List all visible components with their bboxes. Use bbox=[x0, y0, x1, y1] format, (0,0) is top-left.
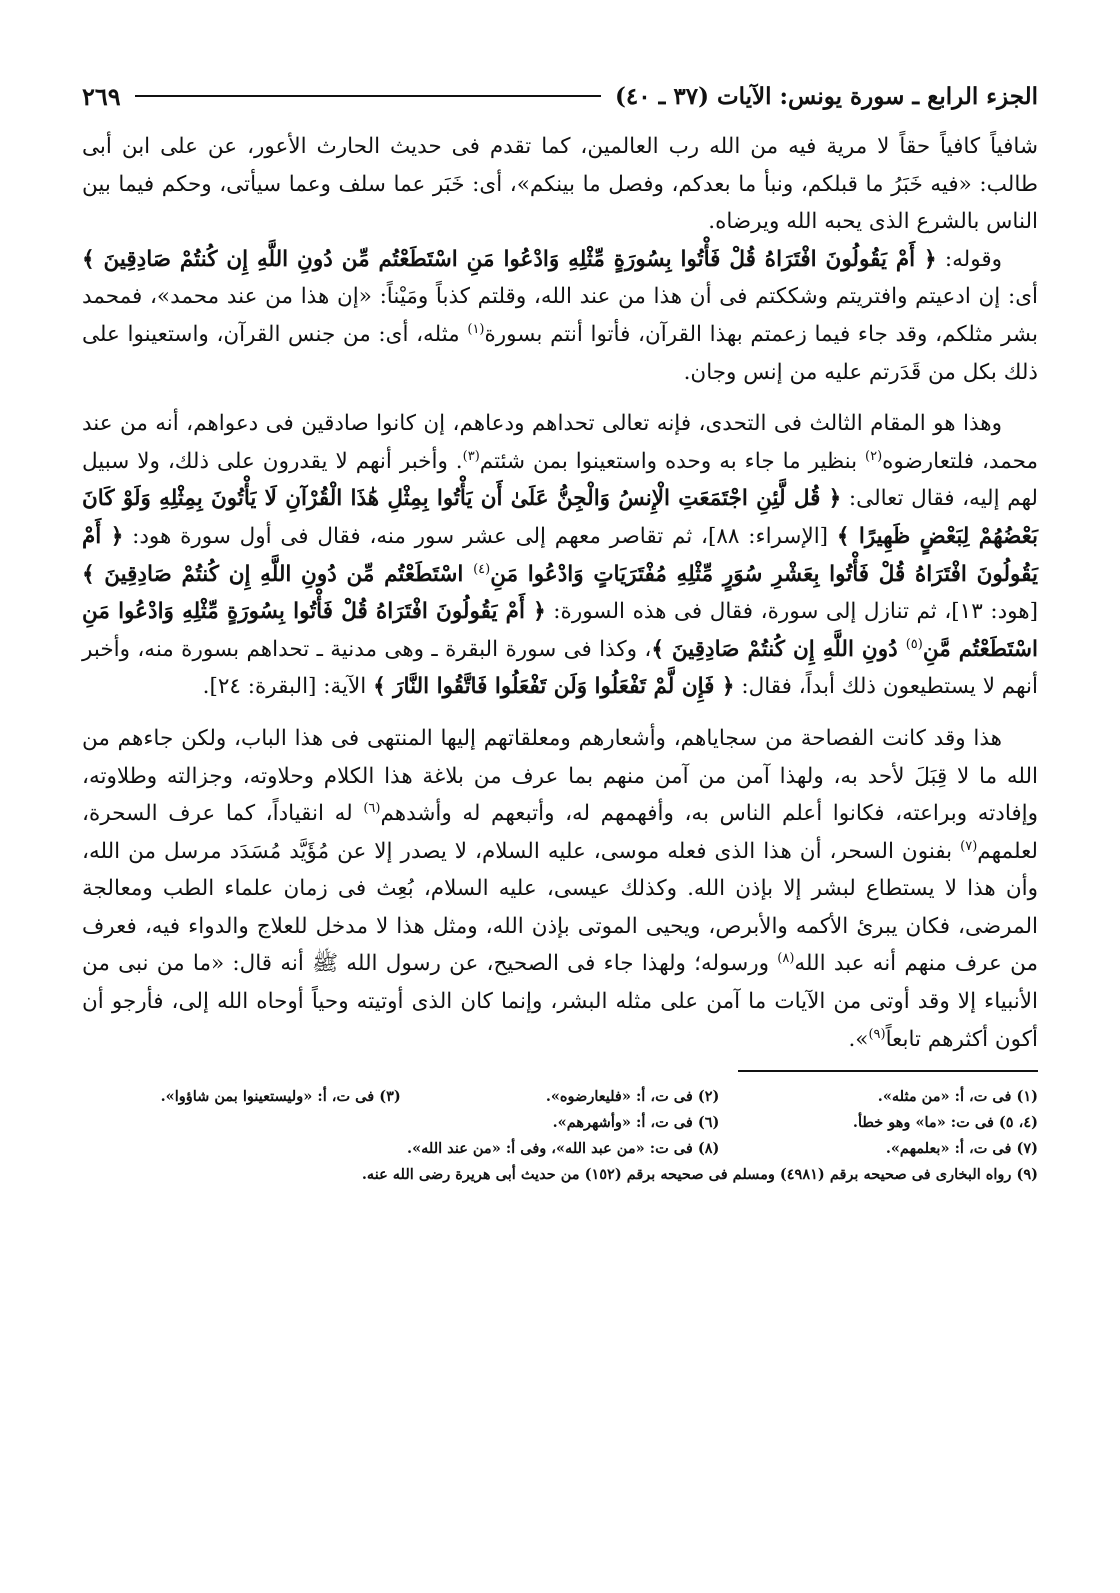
footnote-row bbox=[82, 1084, 1038, 1110]
footnote: (٤، ٥) فى ت: «ما» وهو خطأ. bbox=[852, 1114, 1038, 1132]
text-run: وقوله: bbox=[936, 246, 1002, 272]
quran-verse: ﴿ قُل لَّئِنِ اجْتَمَعَتِ الْإِنسُ وَالْجِنُّ عَلَىٰ أَن يَأْتُوا بِمِثْلِ هَٰذَا الْقُرْآنِ لَا يَأْتُونَ بِمِثْلِهِ وَلَوْ كَانَ بَعْضُهُمْ لِبَعْضٍ ظَهِيرًا ﴾ bbox=[82, 486, 1038, 549]
paragraph bbox=[82, 405, 1038, 706]
footnote-marker: (١) bbox=[467, 321, 485, 337]
footnote-marker: (٨) bbox=[777, 951, 795, 967]
footnote-row bbox=[82, 1162, 1038, 1188]
footnote: (٢) فى ت، أ: «فليعارضوه». bbox=[545, 1088, 720, 1106]
footnote-marker: (٣) bbox=[462, 448, 480, 464]
text-run: بفنون السحر، أن هذا الذى فعله موسى، عليه السلام، لا يصدر إلا عن مُؤَيَّد مُسَدَد مرسل من الله، وأن هذا لا يستطاع لبشر إلا بإذن الله. وكذلك عيسى، عليه السلام، بُعِث فى زمان علماء الطب ومعالجة المرضى، فكان يبرئ الأكمه والأبرص، ويحيى الموتى بإذن الله، ومثل هذا لا مدخل للعلاج والدواء فيه، فعرف من عرف منهم أنه عبد الله bbox=[82, 838, 1039, 977]
paragraph bbox=[82, 128, 1038, 241]
footnotes bbox=[82, 1084, 1038, 1188]
text-run: [الإسراء: ٨٨]، ثم تقاصر معهم إلى عشر سور منه، فقال فى أول سورة هود: bbox=[123, 523, 837, 549]
text-run: ورسوله؛ ولهذا جاء فى الصحيح، عن رسول الله ﷺ أنه قال: «ما من نبى من الأنبياء إلا وقد أوتى من الآيات ما آمن على مثله البشر، وإنما كان الذى أوتيته وحياً أوحاه الله إلى، فأرجو أن أكون أكثرهم تابعاً bbox=[82, 951, 1038, 1052]
footnote-marker: (٢) bbox=[865, 448, 883, 464]
text-run: ، وكذا فى سورة البقرة ـ وهى مدنية ـ تحداهم بسورة منه، وأخبر أنهم لا يستطيعون ذلك أبداً، فقال: bbox=[82, 636, 1038, 700]
page-number: ٢٦٩ bbox=[82, 81, 121, 111]
running-header bbox=[82, 68, 1038, 124]
text-run: أى: إن ادعيتم وافتريتم وشككتم فى أن هذا من عند الله، وقلتم كذباً ومَيْناً: «إن هذا من عند محمد»، فمحمد بشر مثلكم، وقد جاء فيما زعمتم بهذا القرآن، فأتوا أنتم بسورة bbox=[82, 284, 1038, 347]
footnote-divider bbox=[738, 1070, 1038, 1072]
text-run: ». bbox=[848, 1026, 869, 1052]
header-rule bbox=[135, 95, 601, 97]
text-run: له انقياداً، كما عرف السحرة، لعلمهم bbox=[82, 801, 1038, 864]
main-text bbox=[82, 128, 1038, 1058]
text-run: الآية: [البقرة: ٢٤]. bbox=[202, 674, 374, 700]
text-run: شافياً كافياً حقاً لا مرية فيه من الله رب العالمين، كما تقدم فى حديث الحارث الأعور، عن على ابن أبى طالب: «فيه خَبَرُ ما قبلكم، ونبأ ما بعدكم، وفصل ما بينكم»، أى: خَبَر عما سلف وعما سيأتى، وحكم فيما بين الناس بالشرع الذى يحبه الله ويرضاه. bbox=[82, 134, 1038, 235]
quran-verse: ﴿ أَمْ يَقُولُونَ افْتَرَاهُ قُلْ فَأْتُوا بِعَشْرِ سُوَرٍ مِّثْلِهِ مُفْتَرَيَاتٍ وَادْعُوا مَنِ bbox=[82, 523, 1038, 587]
footnote-marker: (٦) bbox=[363, 800, 381, 816]
text-run: بنظير ما جاء به وحده واستعينوا بمن شئتم bbox=[479, 448, 866, 474]
footnote-marker: (٩) bbox=[868, 1026, 886, 1042]
footnote: (٩) رواه البخارى فى صحيحه برقم (٤٩٨١) ومسلم فى صحيحه برقم (١٥٢) من حديث أبى هريرة رضى الله عنه. bbox=[361, 1166, 1038, 1184]
quran-verse: اسْتَطَعْتُم مِّن دُونِ اللَّهِ إِن كُنتُمْ صَادِقِينَ ﴾ bbox=[82, 561, 474, 587]
text-run: . وأخبر أنهم لا يقدرون على ذلك، ولا سبيل لهم إليه، فقال تعالى: bbox=[82, 448, 1038, 512]
text-run: [هود: ١٣]، ثم تنازل إلى سورة، فقال فى هذه السورة: bbox=[545, 599, 1038, 625]
footnote: (٦) فى ت، أ: «وأشهرهم». bbox=[552, 1114, 720, 1132]
text-run: مثله، أى: من جنس القرآن، واستعينوا على ذلك بكل من قَدَرتم عليه من إنس وجان. bbox=[82, 321, 1038, 385]
footnote: (٧) فى ت، أ: «بعلمهم». bbox=[885, 1140, 1038, 1158]
paragraph bbox=[82, 720, 1038, 1058]
footnote-marker: (٤) bbox=[473, 561, 491, 577]
quran-verse: ﴿ أَمْ يَقُولُونَ افْتَرَاهُ قُلْ فَأْتُوا بِسُورَةٍ مِّثْلِهِ وَادْعُوا مَنِ اسْتَطَعْتُم مِّن دُونِ اللَّهِ إِن كُنتُمْ صَادِقِينَ ﴾ bbox=[82, 246, 937, 272]
text-run: وهذا هو المقام الثالث فى التحدى، فإنه تعالى تحداهم ودعاهم، إن كانوا صادقين فى دعواهم، أنه من عند محمد، فلتعارضوه bbox=[82, 411, 1038, 474]
footnote: (٣) فى ت، أ: «وليستعينوا بمن شاؤوا». bbox=[160, 1088, 401, 1106]
footnote: (١) فى ت، أ: «من مثله». bbox=[877, 1088, 1038, 1106]
footnote: (٨) فى ت: «من عبد الله»، وفى أ: «من عند الله». bbox=[407, 1140, 720, 1158]
footnote-row bbox=[82, 1110, 1038, 1136]
paragraph bbox=[82, 241, 1038, 391]
header-title: الجزء الرابع ـ سورة يونس: الآيات (٣٧ ـ ٤٠) bbox=[614, 82, 1038, 110]
quran-verse: دُونِ اللَّهِ إِن كُنتُمْ صَادِقِينَ ﴾ bbox=[651, 636, 906, 662]
text-run: هذا وقد كانت الفصاحة من سجاياهم، وأشعارهم ومعلقاتهم إليها المنتهى فى هذا الباب، ولكن جاءهم من الله ما لا قِبَلَ لأحد به، ولهذا آمن من آمن منهم بما عرف من بلاغة هذا الكلام وحلاوته، وجزالته وطلاوته، وإفادته وبراعته، فكانوا أعلم الناس به، وأفهمهم له، وأتبعهم له وأشدهم bbox=[82, 725, 1039, 827]
quran-verse: ﴿ أَمْ يَقُولُونَ افْتَرَاهُ قُلْ فَأْتُوا بِسُورَةٍ مِّثْلِهِ وَادْعُوا مَنِ اسْتَطَعْتُم مَّنِ bbox=[82, 599, 1039, 662]
quran-verse: ﴿ فَإِن لَّمْ تَفْعَلُوا وَلَن تَفْعَلُوا فَاتَّقُوا النَّارَ ﴾ bbox=[373, 674, 735, 700]
footnote-marker: (٥) bbox=[905, 636, 923, 652]
footnote-row bbox=[82, 1136, 1038, 1162]
footnote-marker: (٧) bbox=[960, 838, 978, 854]
